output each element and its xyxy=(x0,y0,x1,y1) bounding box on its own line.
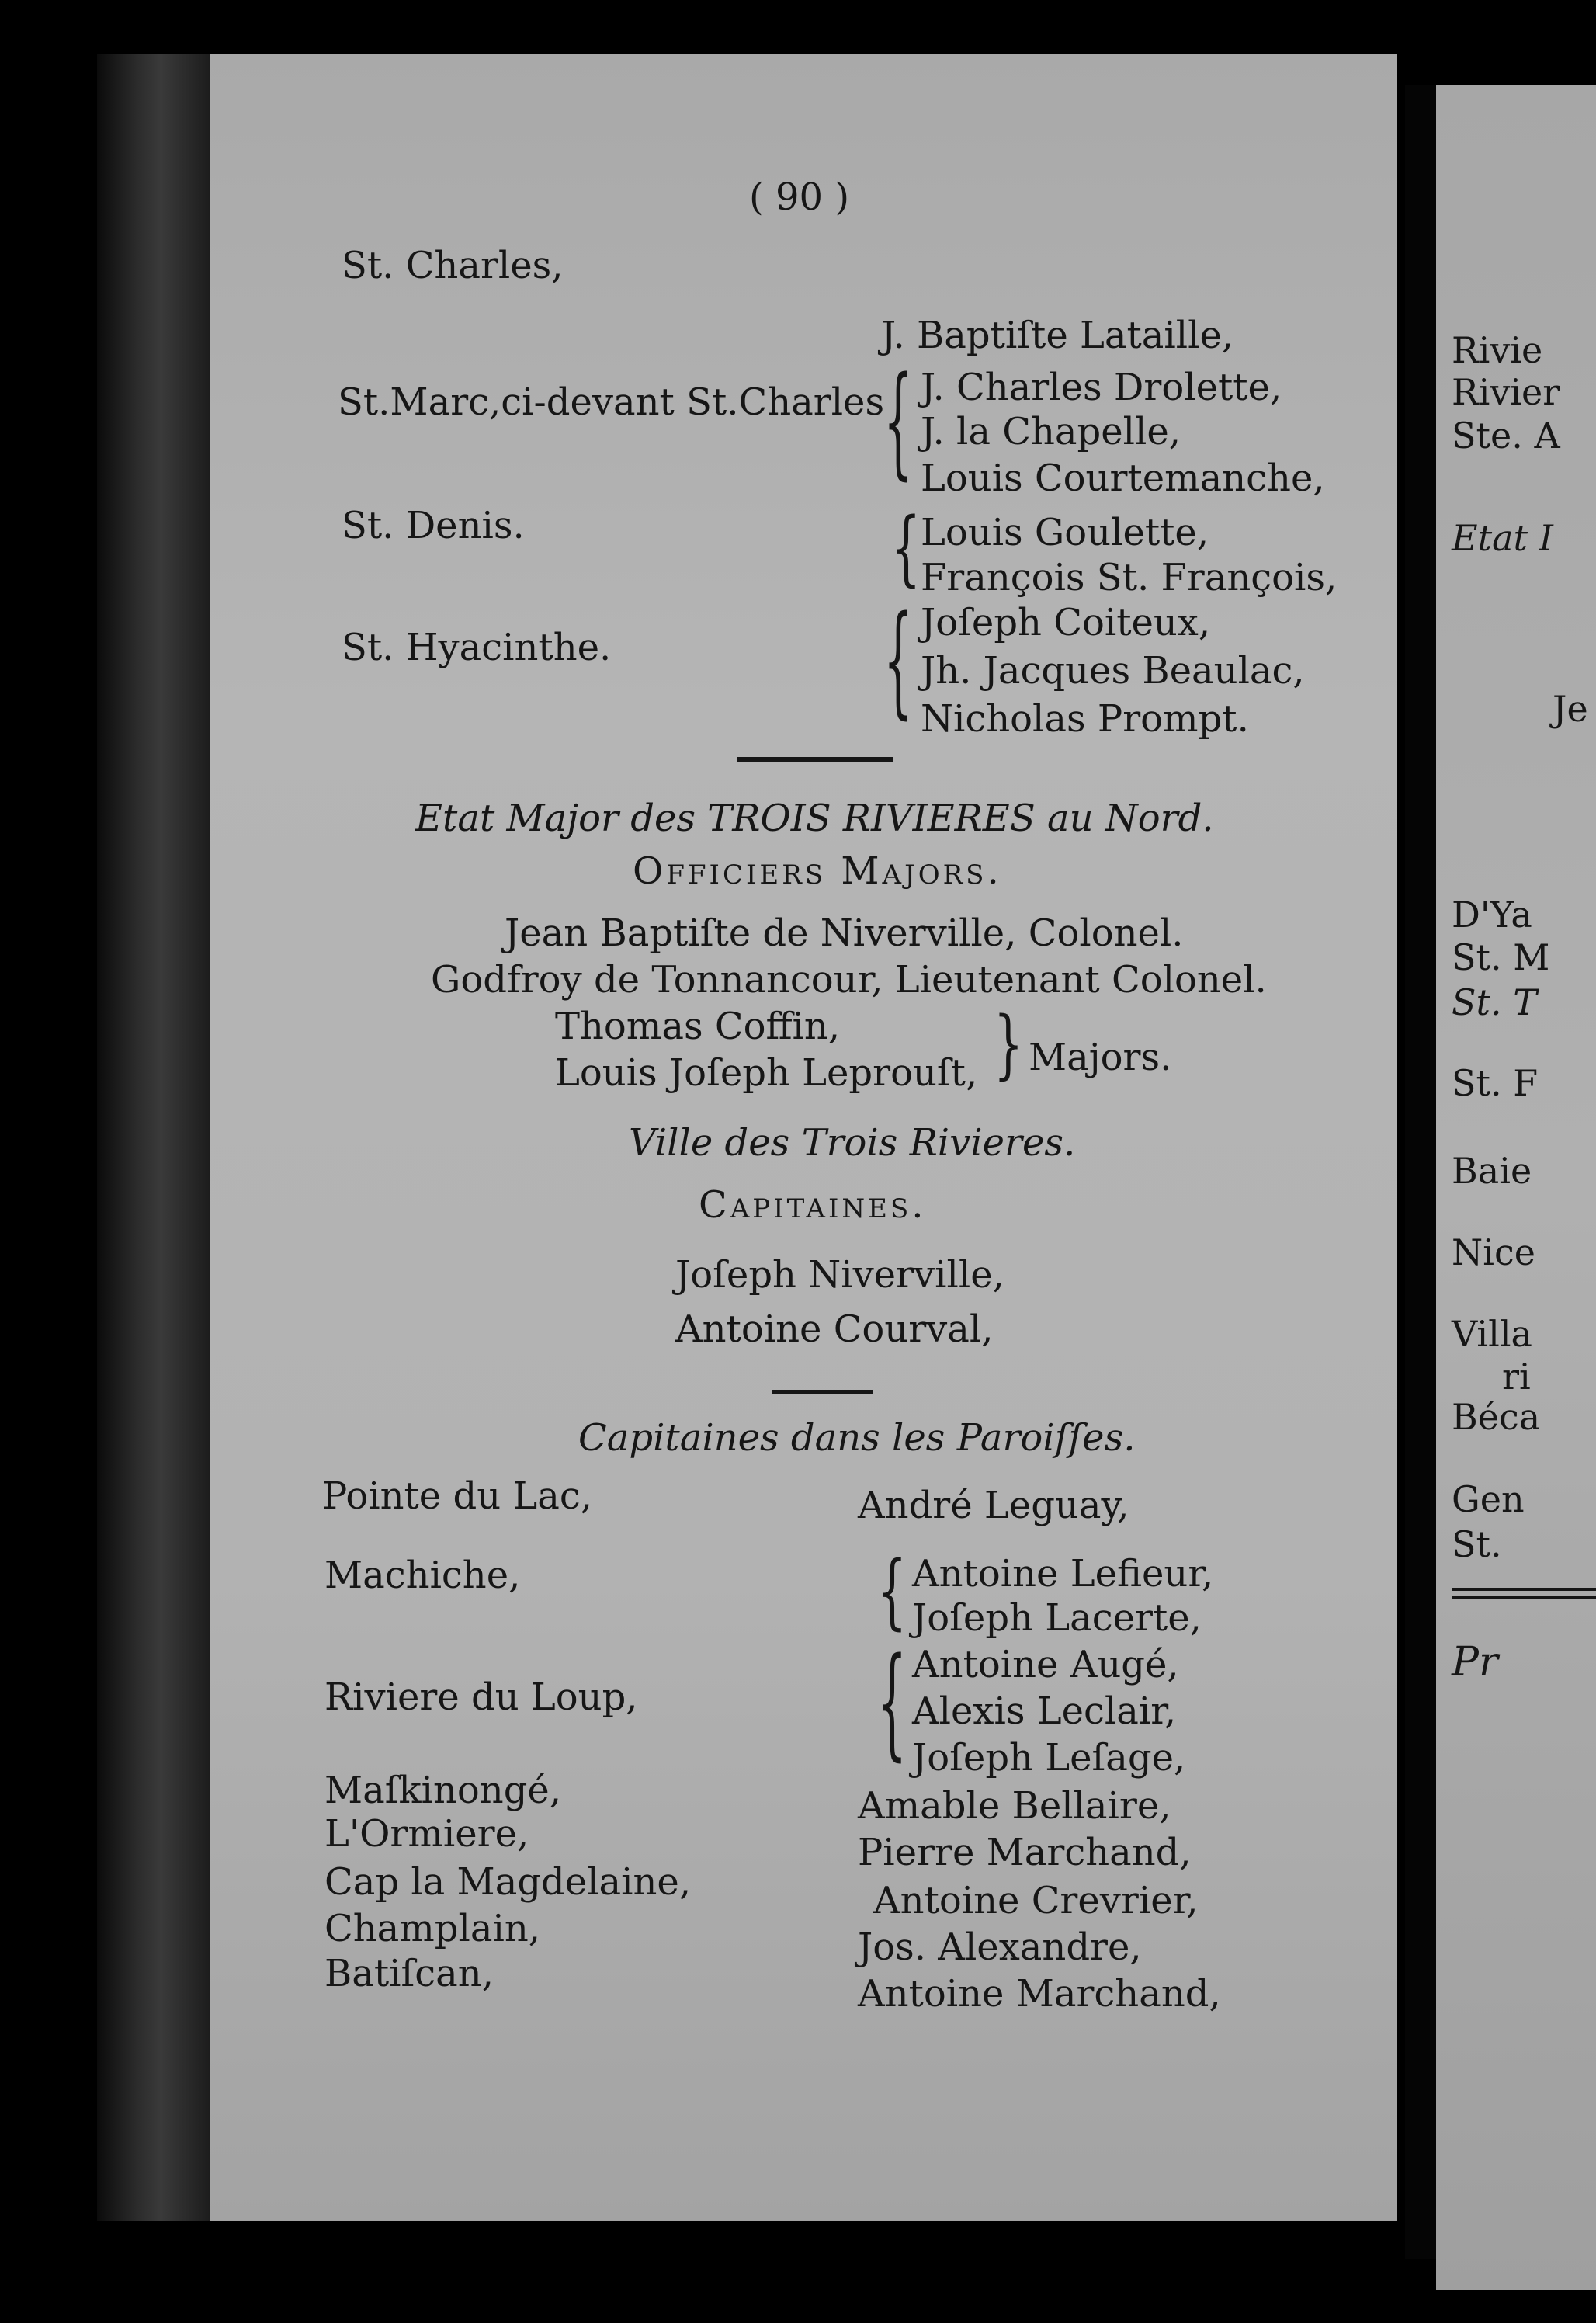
facing-fragment: Rivie xyxy=(1452,329,1543,371)
capitaines-heading: Capitaines. xyxy=(699,1183,927,1227)
captain-name: Antoine Augé, xyxy=(912,1643,1179,1686)
parish-name: Batiſcan, xyxy=(324,1952,494,1995)
book-page xyxy=(210,54,1397,2221)
facing-fragment: Baie xyxy=(1452,1150,1532,1192)
brace-st-denis: { xyxy=(891,501,921,596)
facing-fragment: Rivier xyxy=(1452,371,1560,413)
facing-page xyxy=(1436,85,1596,2290)
captain-name: J. Charles Drolette, xyxy=(921,366,1282,409)
ville-capitaine: Antoine Courval, xyxy=(675,1307,994,1351)
captain-name: Joſeph Coiteux, xyxy=(921,601,1211,644)
captain-name: François St. François, xyxy=(921,556,1338,599)
brace-st-hyacinthe: { xyxy=(883,591,914,732)
captain-name: Antoine Lefieur, xyxy=(912,1552,1214,1596)
place-st-charles: St. Charles, xyxy=(342,244,564,287)
captain-name: Joſeph Lacerte, xyxy=(912,1596,1202,1640)
officer-major: Louis Joſeph Leprouſt, xyxy=(555,1051,978,1095)
section-divider-rule xyxy=(737,757,893,762)
facing-fragment: D'Ya xyxy=(1452,894,1532,936)
captain-name: J. la Chapelle, xyxy=(921,410,1181,453)
brace-st-marc: { xyxy=(883,352,914,493)
parish-name: Pointe du Lac, xyxy=(322,1474,592,1518)
page-gutter xyxy=(1405,85,1436,2259)
captain-name: Antoine Crevrier, xyxy=(873,1879,1199,1922)
majors-label: Majors. xyxy=(1029,1036,1172,1079)
captain-name: Alexis Leclair, xyxy=(912,1689,1177,1733)
parish-name: Champlain, xyxy=(324,1907,540,1950)
parish-name: Maſkinongé, xyxy=(324,1769,562,1812)
brace-riviere-du-loup: { xyxy=(877,1633,907,1774)
captain-name: Louis Goulette, xyxy=(921,511,1209,554)
parish-name: Cap la Magdelaine, xyxy=(324,1860,692,1904)
parish-name: Machiche, xyxy=(324,1554,521,1597)
facing-fragment: ri xyxy=(1502,1356,1531,1398)
ville-heading: Ville des Trois Rivieres. xyxy=(629,1121,1076,1165)
facing-fragment: St. F xyxy=(1452,1062,1539,1104)
captain-name: Nicholas Prompt. xyxy=(921,697,1249,741)
parish-name: L'Ormiere, xyxy=(324,1812,529,1856)
facing-fragment: Nice xyxy=(1452,1231,1535,1273)
officer-colonel: Jean Baptiſte de Niverville, Colonel. xyxy=(505,911,1184,955)
facing-fragment: St. M xyxy=(1452,936,1550,978)
officer-major: Thomas Coffin, xyxy=(555,1005,841,1048)
page-number: ( 90 ) xyxy=(749,175,850,219)
facing-fragment: Béca xyxy=(1452,1396,1541,1438)
place-st-denis: St. Denis. xyxy=(342,504,525,547)
officiers-majors-heading: Officiers Majors. xyxy=(633,849,1002,893)
captain-name: Jos. Alexandre, xyxy=(858,1925,1142,1969)
facing-fragment: Pr xyxy=(1452,1639,1498,1686)
etat-major-heading: Etat Major des TROIS RIVIERES au Nord. xyxy=(415,797,1214,840)
facing-fragment: St. T xyxy=(1452,981,1537,1023)
book-spine xyxy=(97,54,213,2221)
officer-lieutenant-colonel: Godfroy de Tonnancour, Lieutenant Colonel. xyxy=(431,958,1267,1002)
ville-capitaine: Joſeph Niverville, xyxy=(675,1253,1004,1297)
facing-fragment: Villa xyxy=(1452,1313,1532,1355)
section-divider-rule xyxy=(772,1390,873,1394)
captain-name: Amable Bellaire, xyxy=(858,1784,1171,1828)
facing-fragment: St. xyxy=(1452,1523,1502,1565)
facing-fragment: Ste. A xyxy=(1452,415,1560,457)
place-st-marc: St.Marc,ci-devant St.Charles xyxy=(338,380,885,424)
captain-name: J. Baptiſte Lataille, xyxy=(881,314,1234,357)
captain-name: Louis Courtemanche, xyxy=(921,457,1325,500)
facing-fragment: Je xyxy=(1553,688,1588,730)
paroisses-heading: Capitaines dans les Paroiſſes. xyxy=(578,1416,1136,1460)
facing-fragment: Etat I xyxy=(1452,517,1553,559)
facing-rule xyxy=(1452,1596,1596,1599)
captain-name: Antoine Marchand, xyxy=(858,1972,1221,2016)
facing-fragment: Gen xyxy=(1452,1478,1525,1520)
captain-name: André Leguay, xyxy=(858,1484,1129,1527)
captain-name: Pierre Marchand, xyxy=(858,1831,1192,1874)
captain-name: Joſeph Leſage, xyxy=(912,1736,1186,1780)
captain-name: Jh. Jacques Beaulac, xyxy=(921,649,1305,693)
place-st-hyacinthe: St. Hyacinthe. xyxy=(342,626,612,669)
parish-name: Riviere du Loup, xyxy=(324,1675,638,1719)
brace-majors: } xyxy=(994,1002,1024,1089)
facing-rule xyxy=(1452,1588,1596,1591)
brace-machiche: { xyxy=(877,1544,907,1640)
